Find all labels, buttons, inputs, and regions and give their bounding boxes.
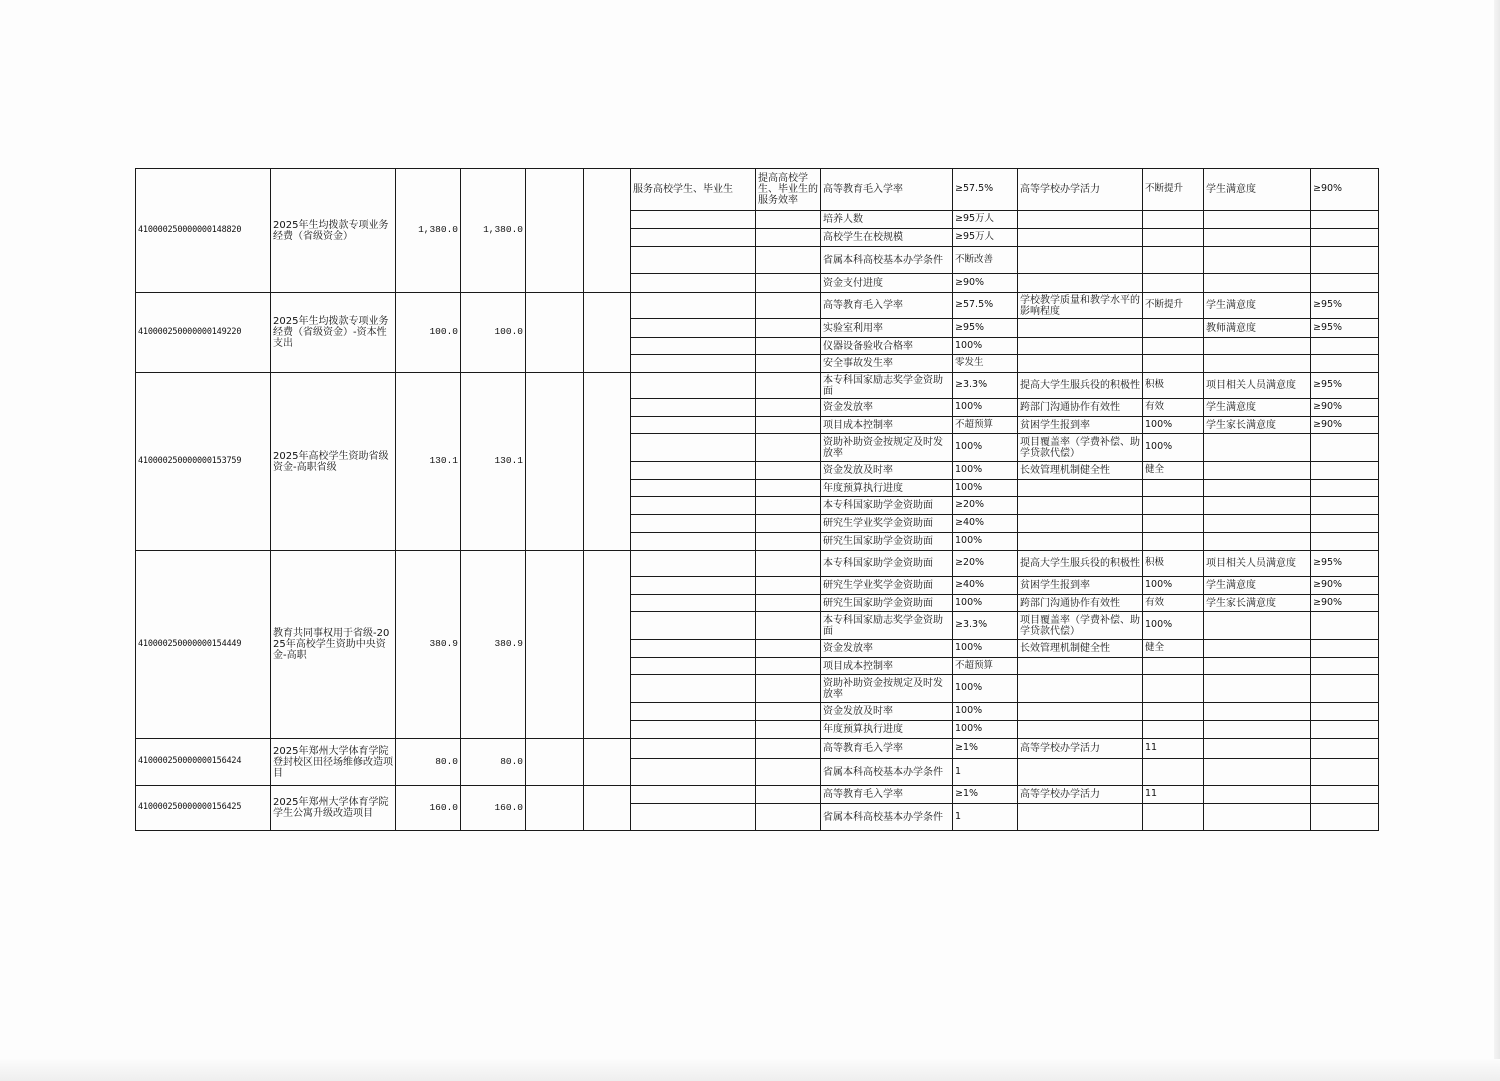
satisfaction-indicator-cell [1204, 739, 1311, 759]
budget-amount-cell: 380.9 [396, 551, 461, 739]
effect-indicator-cell [1018, 319, 1143, 338]
output-indicator-cell: 研究生国家助学金资助面 [821, 595, 953, 612]
service-target-cell [631, 293, 756, 319]
effect-value-cell [1143, 533, 1204, 551]
blank-cell [584, 169, 631, 293]
table-row [136, 373, 1379, 399]
effect-indicator-cell [1018, 721, 1143, 739]
effect-indicator-cell: 高等学校办学活力 [1018, 169, 1143, 211]
satisfaction-value-cell: ≥90% [1311, 169, 1379, 211]
blank-cell [526, 169, 584, 293]
table-row [136, 293, 1379, 319]
service-goal-cell [756, 612, 821, 640]
output-indicator-cell: 本专科国家励志奖学金资助面 [821, 612, 953, 640]
effect-indicator-cell: 贫困学生报到率 [1018, 577, 1143, 595]
service-target-cell [631, 612, 756, 640]
output-value-cell: 不超预算 [953, 658, 1018, 675]
service-goal-cell [756, 595, 821, 612]
service-target-cell [631, 417, 756, 434]
satisfaction-indicator-cell [1204, 434, 1311, 462]
effect-value-cell [1143, 497, 1204, 515]
output-value-cell: ≥57.5% [953, 293, 1018, 319]
output-indicator-cell: 资金发放及时率 [821, 703, 953, 721]
effect-value-cell [1143, 274, 1204, 293]
output-value-cell: 100% [953, 399, 1018, 417]
blank-cell [526, 739, 584, 786]
project-code-cell: 410000250000000156424 [136, 739, 271, 786]
satisfaction-value-cell: ≥90% [1311, 417, 1379, 434]
blank-cell [584, 786, 631, 831]
funding-amount-cell: 130.1 [461, 373, 526, 551]
output-value-cell: 100% [953, 434, 1018, 462]
output-indicator-cell: 年度预算执行进度 [821, 480, 953, 497]
output-value-cell: ≥1% [953, 739, 1018, 759]
budget-amount-cell: 130.1 [396, 373, 461, 551]
output-indicator-cell: 培养人数 [821, 211, 953, 229]
satisfaction-indicator-cell [1204, 721, 1311, 739]
service-goal-cell [756, 739, 821, 759]
effect-indicator-cell: 提高大学生服兵役的积极性 [1018, 373, 1143, 399]
effect-indicator-cell [1018, 533, 1143, 551]
effect-value-cell [1143, 675, 1204, 703]
effect-value-cell [1143, 759, 1204, 786]
performance-indicator-table [135, 168, 1379, 831]
satisfaction-value-cell [1311, 480, 1379, 497]
effect-value-cell [1143, 319, 1204, 338]
satisfaction-indicator-cell: 学生满意度 [1204, 169, 1311, 211]
service-target-cell [631, 595, 756, 612]
satisfaction-value-cell [1311, 721, 1379, 739]
output-value-cell: ≥57.5% [953, 169, 1018, 211]
effect-value-cell [1143, 703, 1204, 721]
budget-amount-cell: 1,380.0 [396, 169, 461, 293]
satisfaction-indicator-cell: 学生满意度 [1204, 577, 1311, 595]
satisfaction-indicator-cell [1204, 675, 1311, 703]
effect-value-cell: 11 [1143, 739, 1204, 759]
project-code-cell: 410000250000000149220 [136, 293, 271, 373]
effect-value-cell: 健全 [1143, 462, 1204, 480]
output-indicator-cell: 资助补助资金按规定及时发放率 [821, 434, 953, 462]
funding-amount-cell: 160.0 [461, 786, 526, 831]
effect-indicator-cell [1018, 480, 1143, 497]
effect-value-cell: 有效 [1143, 595, 1204, 612]
output-indicator-cell: 本专科国家助学金资助面 [821, 497, 953, 515]
effect-indicator-cell [1018, 759, 1143, 786]
effect-indicator-cell: 高等学校办学活力 [1018, 739, 1143, 759]
satisfaction-value-cell [1311, 804, 1379, 831]
output-indicator-cell: 资金发放及时率 [821, 462, 953, 480]
effect-indicator-cell: 提高大学生服兵役的积极性 [1018, 551, 1143, 577]
blank-cell [526, 786, 584, 831]
output-indicator-cell: 资金支付进度 [821, 274, 953, 293]
satisfaction-value-cell [1311, 355, 1379, 373]
service-target-cell [631, 721, 756, 739]
output-indicator-cell: 研究生学业奖学金资助面 [821, 515, 953, 533]
effect-indicator-cell [1018, 211, 1143, 229]
effect-value-cell [1143, 211, 1204, 229]
project-name-cell: 2025年郑州大学体育学院登封校区田径场维修改造项目 [271, 739, 396, 786]
effect-indicator-cell [1018, 658, 1143, 675]
output-value-cell: ≥3.3% [953, 612, 1018, 640]
satisfaction-value-cell [1311, 462, 1379, 480]
service-target-cell [631, 675, 756, 703]
effect-indicator-cell: 学校教学质量和教学水平的影响程度 [1018, 293, 1143, 319]
service-target-cell [631, 533, 756, 551]
effect-value-cell [1143, 658, 1204, 675]
service-goal-cell [756, 373, 821, 399]
satisfaction-indicator-cell [1204, 211, 1311, 229]
service-goal-cell: 提高高校学生、毕业生的服务效率 [756, 169, 821, 211]
effect-indicator-cell [1018, 675, 1143, 703]
effect-indicator-cell [1018, 274, 1143, 293]
output-value-cell: 100% [953, 462, 1018, 480]
satisfaction-value-cell [1311, 612, 1379, 640]
satisfaction-indicator-cell [1204, 338, 1311, 355]
service-target-cell [631, 399, 756, 417]
effect-value-cell [1143, 247, 1204, 274]
satisfaction-indicator-cell [1204, 229, 1311, 247]
satisfaction-value-cell [1311, 759, 1379, 786]
service-goal-cell [756, 229, 821, 247]
satisfaction-value-cell [1311, 786, 1379, 804]
output-indicator-cell: 年度预算执行进度 [821, 721, 953, 739]
satisfaction-value-cell [1311, 434, 1379, 462]
effect-value-cell: 不断提升 [1143, 169, 1204, 211]
effect-indicator-cell: 长效管理机制健全性 [1018, 462, 1143, 480]
effect-indicator-cell: 长效管理机制健全性 [1018, 640, 1143, 658]
satisfaction-indicator-cell [1204, 658, 1311, 675]
output-indicator-cell: 仪器设备验收合格率 [821, 338, 953, 355]
output-value-cell: ≥40% [953, 577, 1018, 595]
effect-indicator-cell: 贫困学生报到率 [1018, 417, 1143, 434]
satisfaction-indicator-cell: 学生满意度 [1204, 293, 1311, 319]
satisfaction-indicator-cell: 学生家长满意度 [1204, 417, 1311, 434]
output-indicator-cell: 省属本科高校基本办学条件 [821, 247, 953, 274]
effect-indicator-cell [1018, 338, 1143, 355]
effect-value-cell: 有效 [1143, 399, 1204, 417]
output-indicator-cell: 高等教育毛入学率 [821, 786, 953, 804]
satisfaction-indicator-cell: 项目相关人员满意度 [1204, 551, 1311, 577]
blank-cell [584, 739, 631, 786]
output-value-cell: ≥95万人 [953, 229, 1018, 247]
service-goal-cell [756, 338, 821, 355]
service-target-cell [631, 229, 756, 247]
output-indicator-cell: 高校学生在校规模 [821, 229, 953, 247]
table-row [136, 739, 1379, 759]
satisfaction-value-cell [1311, 211, 1379, 229]
funding-amount-cell: 100.0 [461, 293, 526, 373]
effect-indicator-cell [1018, 497, 1143, 515]
service-goal-cell [756, 480, 821, 497]
service-target-cell [631, 640, 756, 658]
satisfaction-value-cell [1311, 515, 1379, 533]
output-value-cell: 100% [953, 703, 1018, 721]
effect-value-cell [1143, 229, 1204, 247]
project-name-cell: 2025年高校学生资助省级资金-高职省级 [271, 373, 396, 551]
output-indicator-cell: 高等教育毛入学率 [821, 169, 953, 211]
output-indicator-cell: 省属本科高校基本办学条件 [821, 759, 953, 786]
blank-cell [584, 293, 631, 373]
service-target-cell [631, 551, 756, 577]
satisfaction-indicator-cell: 项目相关人员满意度 [1204, 373, 1311, 399]
budget-amount-cell: 100.0 [396, 293, 461, 373]
service-target-cell [631, 434, 756, 462]
satisfaction-indicator-cell [1204, 533, 1311, 551]
satisfaction-indicator-cell [1204, 247, 1311, 274]
effect-value-cell: 100% [1143, 612, 1204, 640]
output-indicator-cell: 研究生学业奖学金资助面 [821, 577, 953, 595]
effect-value-cell: 积极 [1143, 373, 1204, 399]
effect-value-cell: 100% [1143, 434, 1204, 462]
blank-cell [584, 551, 631, 739]
satisfaction-indicator-cell [1204, 804, 1311, 831]
service-target-cell [631, 355, 756, 373]
satisfaction-value-cell [1311, 640, 1379, 658]
output-indicator-cell: 项目成本控制率 [821, 658, 953, 675]
table-body [136, 169, 1379, 831]
service-goal-cell [756, 293, 821, 319]
service-target-cell [631, 480, 756, 497]
satisfaction-indicator-cell [1204, 274, 1311, 293]
output-indicator-cell: 本专科国家助学金资助面 [821, 551, 953, 577]
effect-indicator-cell: 项目覆盖率（学费补偿、助学贷款代偿） [1018, 612, 1143, 640]
service-goal-cell [756, 247, 821, 274]
service-goal-cell [756, 759, 821, 786]
service-target-cell [631, 338, 756, 355]
satisfaction-value-cell [1311, 229, 1379, 247]
service-target-cell [631, 319, 756, 338]
service-target-cell [631, 274, 756, 293]
satisfaction-indicator-cell: 教师满意度 [1204, 319, 1311, 338]
satisfaction-value-cell [1311, 247, 1379, 274]
service-goal-cell [756, 462, 821, 480]
satisfaction-value-cell: ≥90% [1311, 595, 1379, 612]
effect-value-cell [1143, 355, 1204, 373]
output-value-cell: 100% [953, 675, 1018, 703]
output-indicator-cell: 资金发放率 [821, 640, 953, 658]
service-target-cell [631, 739, 756, 759]
service-target-cell [631, 759, 756, 786]
output-value-cell: ≥1% [953, 786, 1018, 804]
satisfaction-indicator-cell [1204, 612, 1311, 640]
effect-value-cell: 不断提升 [1143, 293, 1204, 319]
service-goal-cell [756, 786, 821, 804]
table-row [136, 551, 1379, 577]
service-goal-cell [756, 721, 821, 739]
project-code-cell: 410000250000000153759 [136, 373, 271, 551]
effect-value-cell [1143, 515, 1204, 533]
satisfaction-indicator-cell [1204, 759, 1311, 786]
service-target-cell [631, 211, 756, 229]
scan-bottom-shadow [0, 1059, 1500, 1081]
output-value-cell: 100% [953, 338, 1018, 355]
funding-amount-cell: 1,380.0 [461, 169, 526, 293]
satisfaction-indicator-cell [1204, 497, 1311, 515]
output-indicator-cell: 资助补助资金按规定及时发放率 [821, 675, 953, 703]
output-indicator-cell: 项目成本控制率 [821, 417, 953, 434]
service-goal-cell [756, 703, 821, 721]
service-target-cell [631, 577, 756, 595]
service-goal-cell [756, 675, 821, 703]
satisfaction-indicator-cell: 学生满意度 [1204, 399, 1311, 417]
satisfaction-value-cell: ≥95% [1311, 373, 1379, 399]
output-indicator-cell: 高等教育毛入学率 [821, 293, 953, 319]
service-goal-cell [756, 640, 821, 658]
effect-value-cell [1143, 480, 1204, 497]
effect-indicator-cell: 高等学校办学活力 [1018, 786, 1143, 804]
effect-indicator-cell [1018, 703, 1143, 721]
effect-value-cell [1143, 804, 1204, 831]
satisfaction-indicator-cell [1204, 786, 1311, 804]
satisfaction-indicator-cell: 学生家长满意度 [1204, 595, 1311, 612]
satisfaction-indicator-cell [1204, 462, 1311, 480]
effect-value-cell: 11 [1143, 786, 1204, 804]
output-indicator-cell: 安全事故发生率 [821, 355, 953, 373]
service-goal-cell [756, 533, 821, 551]
output-value-cell: ≥40% [953, 515, 1018, 533]
service-goal-cell [756, 434, 821, 462]
output-value-cell: ≥95% [953, 319, 1018, 338]
project-name-cell: 教育共同事权用于省级-2025年高校学生资助中央资金-高职 [271, 551, 396, 739]
output-indicator-cell: 省属本科高校基本办学条件 [821, 804, 953, 831]
output-value-cell: ≥20% [953, 497, 1018, 515]
budget-amount-cell: 80.0 [396, 739, 461, 786]
service-goal-cell [756, 497, 821, 515]
output-indicator-cell: 本专科国家励志奖学金资助面 [821, 373, 953, 399]
satisfaction-value-cell: ≥90% [1311, 577, 1379, 595]
output-value-cell: 零发生 [953, 355, 1018, 373]
table-row [136, 786, 1379, 804]
satisfaction-indicator-cell [1204, 480, 1311, 497]
output-value-cell: 1 [953, 804, 1018, 831]
satisfaction-value-cell [1311, 703, 1379, 721]
output-indicator-cell: 资金发放率 [821, 399, 953, 417]
satisfaction-indicator-cell [1204, 355, 1311, 373]
effect-indicator-cell: 项目覆盖率（学费补偿、助学贷款代偿） [1018, 434, 1143, 462]
service-target-cell [631, 786, 756, 804]
service-goal-cell [756, 551, 821, 577]
satisfaction-value-cell: ≥95% [1311, 319, 1379, 338]
service-target-cell [631, 462, 756, 480]
service-goal-cell [756, 515, 821, 533]
budget-amount-cell: 160.0 [396, 786, 461, 831]
effect-value-cell: 健全 [1143, 640, 1204, 658]
satisfaction-value-cell [1311, 658, 1379, 675]
service-target-cell [631, 247, 756, 274]
output-value-cell: 不超预算 [953, 417, 1018, 434]
output-value-cell: 1 [953, 759, 1018, 786]
effect-indicator-cell: 跨部门沟通协作有效性 [1018, 595, 1143, 612]
satisfaction-value-cell [1311, 497, 1379, 515]
output-value-cell: ≥95万人 [953, 211, 1018, 229]
project-name-cell: 2025年生均拨款专项业务经费（省级资金）-资本性支出 [271, 293, 396, 373]
service-goal-cell [756, 658, 821, 675]
service-goal-cell [756, 804, 821, 831]
project-name-cell: 2025年郑州大学体育学院学生公寓升级改造项目 [271, 786, 396, 831]
service-goal-cell [756, 577, 821, 595]
satisfaction-value-cell [1311, 274, 1379, 293]
output-value-cell: 100% [953, 721, 1018, 739]
service-target-cell [631, 373, 756, 399]
output-value-cell: 100% [953, 595, 1018, 612]
blank-cell [526, 373, 584, 551]
satisfaction-value-cell [1311, 338, 1379, 355]
service-target-cell [631, 658, 756, 675]
effect-indicator-cell [1018, 229, 1143, 247]
service-target-cell [631, 804, 756, 831]
service-goal-cell [756, 417, 821, 434]
output-value-cell: 100% [953, 533, 1018, 551]
effect-value-cell: 积极 [1143, 551, 1204, 577]
effect-indicator-cell [1018, 804, 1143, 831]
service-target-cell: 服务高校学生、毕业生 [631, 169, 756, 211]
scan-edge-shadow [1494, 0, 1500, 1081]
output-indicator-cell: 实验室利用率 [821, 319, 953, 338]
service-goal-cell [756, 319, 821, 338]
project-code-cell: 410000250000000154449 [136, 551, 271, 739]
output-value-cell: ≥20% [953, 551, 1018, 577]
satisfaction-value-cell: ≥95% [1311, 293, 1379, 319]
service-goal-cell [756, 399, 821, 417]
project-name-cell: 2025年生均拨款专项业务经费（省级资金） [271, 169, 396, 293]
output-value-cell: 不断改善 [953, 247, 1018, 274]
table-row [136, 169, 1379, 211]
project-code-cell: 410000250000000156425 [136, 786, 271, 831]
service-goal-cell [756, 274, 821, 293]
satisfaction-indicator-cell [1204, 515, 1311, 533]
service-target-cell [631, 703, 756, 721]
effect-value-cell: 100% [1143, 577, 1204, 595]
satisfaction-value-cell: ≥95% [1311, 551, 1379, 577]
effect-indicator-cell [1018, 515, 1143, 533]
effect-value-cell [1143, 338, 1204, 355]
output-indicator-cell: 研究生国家助学金资助面 [821, 533, 953, 551]
service-goal-cell [756, 355, 821, 373]
satisfaction-value-cell: ≥90% [1311, 399, 1379, 417]
satisfaction-value-cell [1311, 675, 1379, 703]
satisfaction-indicator-cell [1204, 640, 1311, 658]
output-value-cell: ≥90% [953, 274, 1018, 293]
effect-value-cell [1143, 721, 1204, 739]
service-target-cell [631, 515, 756, 533]
service-goal-cell [756, 211, 821, 229]
satisfaction-value-cell [1311, 739, 1379, 759]
blank-cell [584, 373, 631, 551]
blank-cell [526, 293, 584, 373]
project-code-cell: 410000250000000148820 [136, 169, 271, 293]
funding-amount-cell: 80.0 [461, 739, 526, 786]
effect-indicator-cell [1018, 355, 1143, 373]
blank-cell [526, 551, 584, 739]
output-value-cell: ≥3.3% [953, 373, 1018, 399]
satisfaction-indicator-cell [1204, 703, 1311, 721]
funding-amount-cell: 380.9 [461, 551, 526, 739]
effect-indicator-cell [1018, 247, 1143, 274]
output-value-cell: 100% [953, 640, 1018, 658]
service-target-cell [631, 497, 756, 515]
effect-value-cell: 100% [1143, 417, 1204, 434]
output-indicator-cell: 高等教育毛入学率 [821, 739, 953, 759]
satisfaction-value-cell [1311, 533, 1379, 551]
effect-indicator-cell: 跨部门沟通协作有效性 [1018, 399, 1143, 417]
output-value-cell: 100% [953, 480, 1018, 497]
